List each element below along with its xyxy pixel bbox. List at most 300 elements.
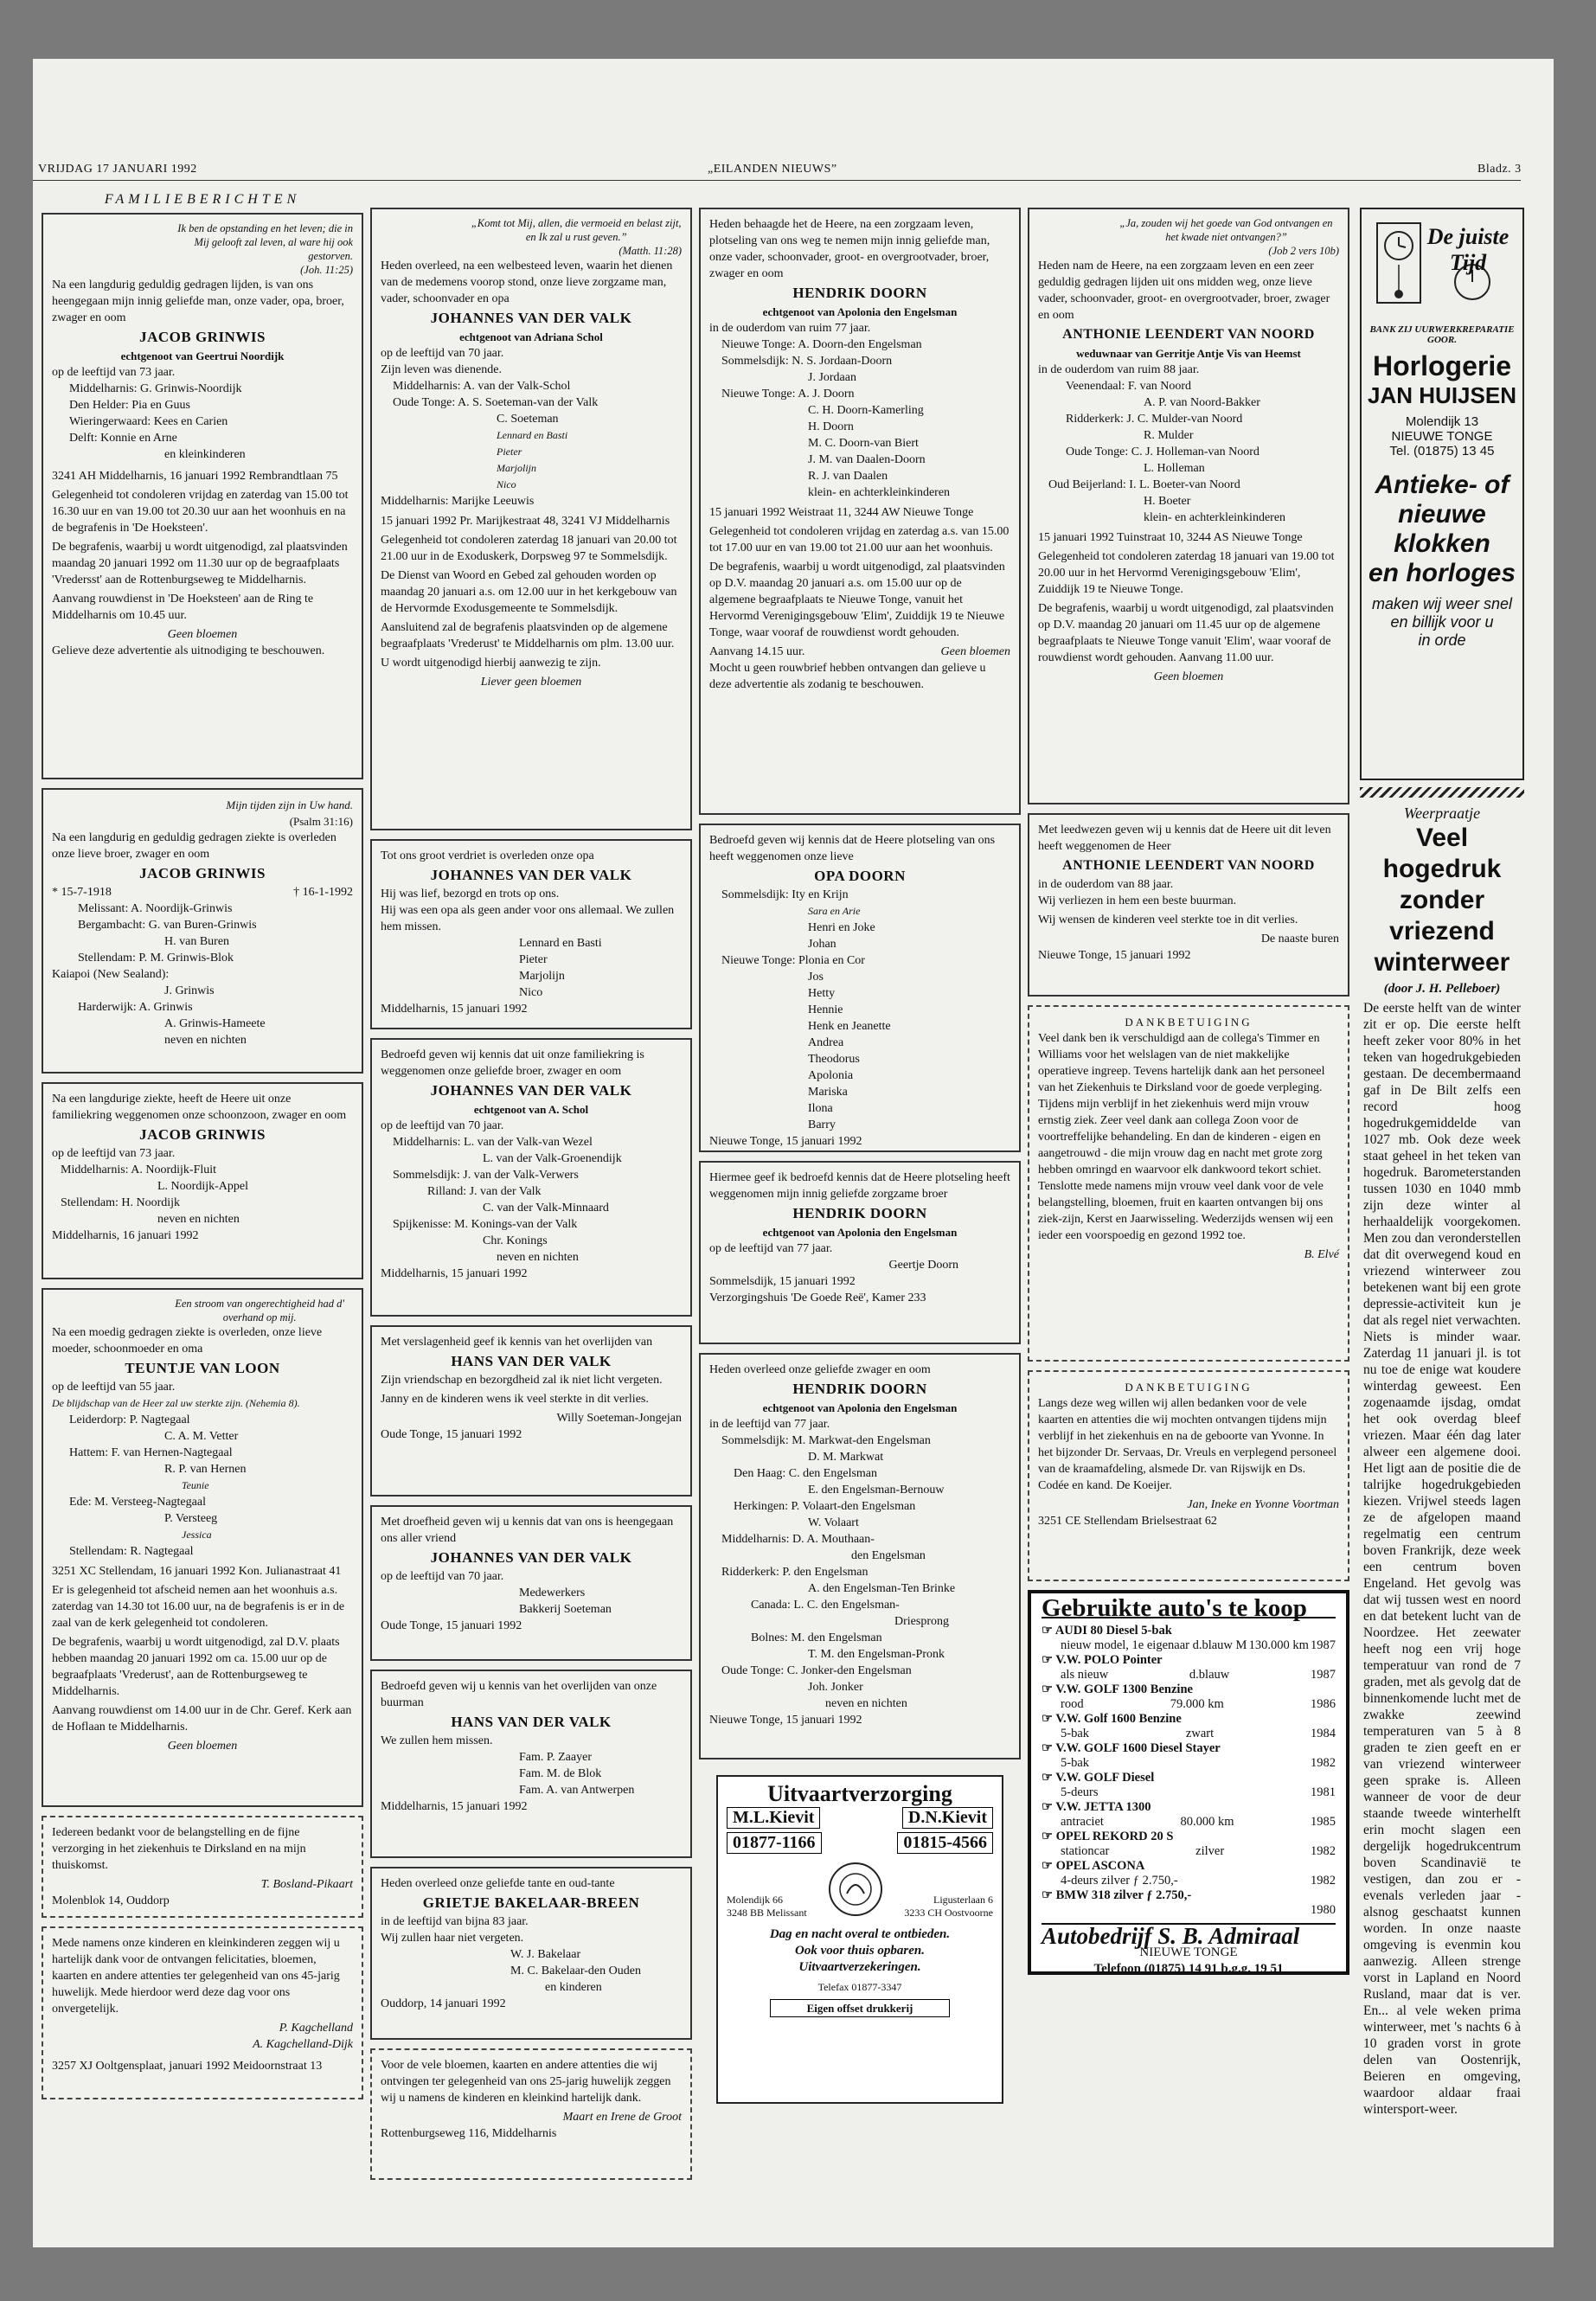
relative-line: Middelharnis: Marijke Leeuwis <box>381 495 535 508</box>
car-desc: 4-deurs zilver ƒ 2.750,- <box>1061 1874 1178 1888</box>
section-title: FAMILIEBERICHTEN <box>104 192 301 207</box>
relative-line: H. Doorn <box>808 420 854 433</box>
intro-text: Na een langdurig geduldig gedragen lijden, is van ons heengegaan mijn innig geliefde man, onze vader, opa, broer, zwager en oom <box>52 279 344 324</box>
horlogerie-advertisement <box>1360 208 1524 780</box>
relative-line: Jessica <box>182 1529 212 1541</box>
relative-line: Oude Tonge: C. Jonker-den Engelsman <box>721 1664 912 1677</box>
deceased-name: JACOB GRINWIS <box>139 865 266 881</box>
relative-line: Hetty <box>808 987 836 1000</box>
bible-quote: Een stroom van ongerechtigheid had d' overhand op mij. <box>175 1298 345 1324</box>
thanks-text: Iedereen bedankt voor de belangstelling en de fijne verzorging in het ziekenhuis te Dirksland en na mijn thuiskomst. <box>52 1826 306 1872</box>
relative-line: Bergambacht: G. van Buren-Grinwis <box>78 919 257 932</box>
relative-line: Middelharnis: D. A. Mouthaan- <box>721 1533 875 1546</box>
relative-line: Oude Tonge: C. J. Holleman-van Noord <box>1066 445 1259 458</box>
relative-line: R. J. van Daalen <box>808 470 888 483</box>
car-desc: rood <box>1061 1697 1084 1711</box>
relative-line: L. Noordijk-Appel <box>157 1180 248 1193</box>
signature: Pieter <box>519 953 548 966</box>
signature: De naaste buren <box>1260 933 1339 945</box>
relative-line: Driesprong <box>894 1615 949 1628</box>
car-details <box>1042 1727 1336 1741</box>
car-desc: 5-deurs <box>1061 1785 1099 1799</box>
spouse-line: echtgenoot van Apolonia den Engelsman <box>762 1401 958 1414</box>
obituary-hendrik-doorn-sister <box>699 1161 1021 1344</box>
relative-line: Leiderdorp: P. Nagtegaal <box>69 1413 190 1426</box>
signature: A. Kagchelland-Dijk <box>253 2038 353 2051</box>
thanks-text: Langs deze weg willen wij allen bedanken voor de vele kaarten en attenties die wij mochten ontvangen tijdens mijn verblijf in het ziekenhuis en na de geboorte van Yvonne. In het bijzonder Dr. Servaas, Dr. Vreuls en verplegend personeel van de kraamafdeling, alsmede Dr. van Rijswijk en Ds. Codée en kand. De Koeijer. <box>1038 1397 1337 1492</box>
name-label: M.L.Kievit <box>727 1807 820 1829</box>
place-date: Oude Tonge, 15 januari 1992 <box>381 1619 522 1632</box>
place-date: Middelharnis, 15 januari 1992 <box>381 1003 528 1016</box>
age-line: op de leeftijd van 70 jaar. <box>381 1119 504 1132</box>
relative-line: klein- en achterkleinkinderen <box>808 486 951 499</box>
service-text: Aanvang rouwdienst in 'De Hoeksteen' aan de Ring te Middelharnis om 10.45 uur. <box>52 593 314 622</box>
deceased-name: HENDRIK DOORN <box>792 1381 927 1397</box>
relative-line: Sara en Arie <box>808 905 861 917</box>
car-km: d.blauw <box>1189 1668 1230 1682</box>
relative-line: Stellendam: P. M. Grinwis-Blok <box>78 952 234 965</box>
relative-line: Ilona <box>808 1102 833 1115</box>
header-rule <box>33 180 1521 181</box>
relative-line: C. Soeteman <box>497 413 559 426</box>
signature: Nico <box>519 986 543 999</box>
intro-text: Hiermee geef ik bedroefd kennis dat de Heere plotseling heeft weggenomen mijn innig geliefde zorgzame broer <box>709 1171 1010 1201</box>
memory-text: Hij was lief, bezorgd en trots op ons. <box>381 888 560 901</box>
car-model: ☞ V.W. POLO Pointer <box>1042 1653 1163 1667</box>
spouse-line: echtgenoot van Apolonia den Engelsman <box>762 1226 958 1239</box>
obituary-johannes-family <box>370 1038 692 1317</box>
age-line: op de leeftijd van 73 jaar. <box>52 366 176 379</box>
car-year: 1980 <box>1311 1903 1336 1917</box>
intro-text: Heden nam de Heere, na een zorgzaam leven en een zeer geduldig gedragen lijden uit ons midden weg, onze lieve vader, schoonvader, groot- en overgrootvader, broer, zwager en oom <box>1038 260 1330 322</box>
relative-line: E. den Engelsman-Bernouw <box>808 1484 945 1497</box>
relative-line: Harderwijk: A. Grinwis <box>78 1001 193 1014</box>
car-year: 1982 <box>1310 1756 1336 1770</box>
car-details <box>1042 1785 1336 1800</box>
relative-line: Henri en Joke <box>808 921 875 934</box>
signature: M. C. Bakelaar-den Ouden <box>510 1965 641 1977</box>
car-desc: als nieuw <box>1061 1668 1109 1682</box>
relative-line: R. P. van Hernen <box>164 1463 247 1476</box>
place-date: Nieuwe Tonge, 15 januari 1992 <box>709 1714 862 1727</box>
car-model: ☞ V.W. GOLF 1600 Diesel Stayer <box>1042 1741 1221 1755</box>
funeral-text: Aansluitend zal de begrafenis plaatsvinden op de algemene begraafplaats 'Vrederust' te Middelharnis om plm. 13.00 uur. <box>381 621 675 651</box>
relative-line: Joh. Jonker <box>808 1681 863 1694</box>
shop-town: NIEUWE TONGE <box>1391 429 1493 444</box>
car-details <box>1042 1668 1336 1682</box>
car-row <box>1042 1682 1336 1712</box>
relative-line: neven en nichten <box>497 1251 579 1264</box>
relative-line: Sommelsdijk: J. van der Valk-Verwers <box>393 1169 579 1182</box>
deceased-name: ANTHONIE LEENDERT VAN NOORD <box>1062 327 1315 342</box>
relative-line: neven en nichten <box>157 1213 240 1226</box>
relative-line: Nieuwe Tonge: A. Doorn-den Engelsman <box>721 338 922 351</box>
signature: Fam. A. van Antwerpen <box>519 1784 635 1797</box>
obituary-johannes-van-der-valk-1 <box>370 208 692 830</box>
relative-line: Johan <box>808 938 836 951</box>
phone-label: 01877-1166 <box>727 1832 822 1854</box>
relative-line: Kaiapoi (New Sealand): <box>52 968 170 981</box>
intro-text: Heden overleed onze geliefde zwager en oom <box>709 1363 931 1376</box>
car-row <box>1042 1712 1336 1741</box>
car-km: 80.000 km <box>1180 1815 1234 1829</box>
relative-line: Sommelsdijk: N. S. Jordaan-Doorn <box>721 355 893 368</box>
address-line: 15 januari 1992 Pr. Marijkestraat 48, 3241 VJ Middelharnis <box>381 515 670 528</box>
ad-text: en billijk voor u <box>1390 613 1494 631</box>
place-date: Middelharnis, 15 januari 1992 <box>381 1800 528 1813</box>
relative-line: Den Haag: C. den Engelsman <box>734 1467 878 1480</box>
uitvaart-advertisement <box>716 1775 1003 2104</box>
car-km: zwart <box>1185 1727 1215 1740</box>
deceased-name: JACOB GRINWIS <box>139 1126 266 1143</box>
header-date: VRIJDAG 17 JANUARI 1992 <box>38 163 197 176</box>
ad-headline: Antieke- of <box>1375 471 1509 499</box>
deceased-name: GRIETJE BAKELAAR-BREEN <box>422 1894 640 1911</box>
car-model: ☞ V.W. Golf 1600 Benzine <box>1042 1712 1182 1726</box>
weather-column <box>1360 804 1524 2118</box>
relative-line: J. M. van Daalen-Doorn <box>808 453 926 466</box>
address-line: Rottenburgseweg 116, Middelharnis <box>381 2127 557 2140</box>
relative-line: W. Volaart <box>808 1516 859 1529</box>
weather-headline: zonder vriezend <box>1389 886 1495 945</box>
bible-ref: (Joh. 11:25) <box>300 264 353 276</box>
invite-text: U wordt uitgenodigd hierbij aanwezig te zijn. <box>381 657 601 670</box>
car-desc: 5-bak <box>1061 1727 1090 1740</box>
address-line: 3251 XC Stellendam, 16 januari 1992 Kon. Julianastraat 41 <box>52 1565 342 1578</box>
relative-line: H. Boeter <box>1144 495 1191 508</box>
spouse-line: echtgenoot van Apolonia den Engelsman <box>762 305 958 318</box>
relative-line: Oud Beijerland: I. L. Boeter-van Noord <box>1048 478 1240 491</box>
slogan-line: Dag en nacht overal te ontbieden. <box>769 1927 951 1941</box>
obituary-jacob-grinwis-3 <box>42 1082 363 1279</box>
bible-quote: „Komt tot Mij, allen, die vermoeid en belast zijt, en Ik zal u rust geven.” <box>471 217 682 243</box>
age-line: in de ouderdom van 88 jaar. <box>1038 878 1174 891</box>
weather-headline: winterweer <box>1374 948 1510 977</box>
relative-line: Mariska <box>808 1086 848 1099</box>
relative-line: Hattem: F. van Hernen-Nagtegaal <box>69 1446 233 1459</box>
relative-line: Jos <box>808 971 824 984</box>
thanks-elve <box>1028 1005 1349 1362</box>
intro-text: Heden overleed, na een welbesteed leven, waarin het dienen van de medemens voorop stond, onze lieve zorgzame man, vader, schoonvader en opa <box>381 260 673 305</box>
shop-owner: JAN HUIJSEN <box>1368 382 1516 408</box>
column-4 <box>1028 208 1349 1984</box>
memory-text: Zijn vriendschap en bezorgdheid zal ik niet licht vergeten. <box>381 1374 663 1387</box>
death-date: † 16-1-1992 <box>293 886 353 899</box>
relative-line: R. Mulder <box>1144 429 1194 442</box>
signature: en kinderen <box>545 1981 602 1994</box>
thanks-voortman <box>1028 1370 1349 1581</box>
relative-line: Bolnes: M. den Engelsman <box>751 1631 882 1644</box>
relative-line: Marjolijn <box>497 462 537 474</box>
relative-line: Stellendam: R. Nagtegaal <box>69 1545 194 1558</box>
car-row <box>1042 1800 1336 1830</box>
memory-text: Wij zullen haar niet vergeten. <box>381 1932 524 1945</box>
bible-ref: (Psalm 31:16) <box>289 815 353 828</box>
car-year: 1987 <box>1310 1638 1336 1652</box>
ad-title: Uitvaartverzorging <box>767 1781 952 1806</box>
weather-headline: Veel hogedruk <box>1382 824 1502 883</box>
deceased-name: JOHANNES VAN DER VALK <box>430 1549 632 1566</box>
column-2 <box>370 208 692 2189</box>
place-date: Ouddorp, 14 januari 1992 <box>381 1997 506 2010</box>
relative-line: H. van Buren <box>164 935 230 948</box>
relative-line: Apolonia <box>808 1069 854 1082</box>
life-line: Zijn leven was dienende. <box>381 363 502 376</box>
car-details <box>1042 1756 1336 1771</box>
car-row <box>1042 1830 1336 1859</box>
thanks-title: DANKBETUIGING <box>1125 1016 1253 1029</box>
car-year: 1987 <box>1310 1668 1336 1682</box>
address-line: 15 januari 1992 Tuinstraat 10, 3244 AS Nieuwe Tonge <box>1038 531 1303 544</box>
address-line: 3257 XJ Ooltgensplaat, januari 1992 Meidoornstraat 13 <box>52 2060 323 2073</box>
service-text: De Dienst van Woord en Gebed zal gehouden worden op maandag 20 januari a.s. om 12.00 uur in het kerkgebouw van de Hervormde Exodusgemeente te Sommelsdijk. <box>381 569 677 615</box>
car-model: ☞ BMW 318 zilver ƒ 2.750,- <box>1042 1888 1192 1902</box>
place-date: Oude Tonge, 15 januari 1992 <box>381 1428 522 1441</box>
flowers-note: Liever geen bloemen <box>480 676 582 689</box>
car-details <box>1042 1815 1336 1830</box>
ad-headline: nieuwe klokken <box>1394 500 1490 558</box>
column-5 <box>1360 208 1524 2118</box>
bible-quote: Ik ben de opstanding en het leven; die in Mij gelooft zal leven, al ware hij ook gestorven. <box>177 222 353 262</box>
relative-line: Andrea <box>808 1036 844 1049</box>
verse-line: De blijdschap van de Heer zal uw sterkte zijn. (Nehemia 8). <box>52 1397 300 1409</box>
age-line: op de leeftijd van 73 jaar. <box>52 1147 176 1160</box>
place-date: Nieuwe Tonge, 15 januari 1992 <box>1038 949 1191 962</box>
header-page: Bladz. 3 <box>1477 163 1522 176</box>
car-details <box>1042 1844 1336 1859</box>
car-row <box>1042 1771 1336 1800</box>
bible-ref: (Job 2 vers 10b) <box>1268 245 1339 257</box>
closing-text: Mocht u geen rouwbrief hebben ontvangen dan gelieve u deze advertentie als zodanig te beschouwen. <box>709 662 986 691</box>
obituary-hans-buurman <box>370 1670 692 1858</box>
column-3 <box>699 208 1021 2104</box>
car-row <box>1042 1653 1336 1682</box>
header-paper: „EILANDEN NIEUWS” <box>708 163 837 176</box>
car-model: ☞ AUDI 80 Diesel 5-bak <box>1042 1624 1172 1638</box>
slogan-line: Ook voor thuis opbaren. <box>794 1944 926 1958</box>
weather-text: De eerste helft van de winter zit er op. Die eerste helft heeft zeker voor 80% in het teken van hogedrukgebieden gestaan. De decembermaand gaf in De Bilt zelfs een record hoog hogedrukgemiddelde van 1027 mb. Ook deze week staat geheel in het teken van hogedruk. Barometerstanden tussen 1030 en 1040 mmb zijn deze winter al herhaaldelijk voorgekomen. Men zou dan veronderstellen dat dit overwegend koud en vriezend winterweer zou betekenen want bij een grote depressie-activiteit kun je dat als regel niet verwachten. Niets is minder waar. Zaterdag 11 januari jl. is tot nu toe de enige wat koudere winterdag geweest. Een zogenaamde ijsdag, omdat het ook overdag bleef vriezen. Maar één dag later alweer een algemene dooi. Het ligt aan de positie die de talrijke hogedrukgebieden kiezen. Vrijwel steeds lagen ze de afgelopen maand regelmatig een centrum boven Frankrijk, deze week een centrum boven Engeland. Het gevolg was dat wij tussen west en noord en dat betekent lucht van de Noordzee. Het zeewater heeft nog een vrij hoge temperatuur van rond de 7 graden, met als gevolg dat de binnenkomende lucht met de zwakke zeewind temperaturen van 5 à 8 graden te zien geeft en er van vriezend winterweer geen sprake is. Alleen wanneer de voor de deur staande tweede winterhelft erin mocht slagen een dergelijk hogedrukcentrum boven Scandinavië te vestigen, dan zou er - evenals verleden jaar - alsnog geschaatst kunnen worden. In onze naaste omgeving is evenmin kou aanwezig. Alleen strenge vorst in Lapland en Noord Rusland, maar dat is ver. En... al vele weken prima winterweer, met 's nachts 6 à 10 graden vorst in grote delen van Oostenrijk, Beieren en omgeving, waardoor aldaar fraai wintersport-weer. <box>1363 1001 1521 2117</box>
thanks-bosland <box>42 1816 363 1918</box>
bible-quote: „Ja, zouden wij het goede van God ontvangen en het kwade niet ontvangen?” <box>1119 217 1333 243</box>
intro-text: Met leedwezen geven wij u kennis dat de Heere uit dit leven heeft weggenomen de Heer <box>1038 824 1331 853</box>
relative-line: J. Jordaan <box>808 371 856 384</box>
relative-line: Ridderkerk: P. den Engelsman <box>721 1566 869 1579</box>
relative-line: Den Helder: Pia en Guus <box>69 399 190 412</box>
age-line: op de leeftijd van 70 jaar. <box>381 1570 504 1583</box>
newspaper-page <box>33 59 1554 2247</box>
relative-line: Theodorus <box>808 1053 860 1066</box>
relative-line: D. M. Markwat <box>808 1451 884 1464</box>
signature: Fam. P. Zaayer <box>519 1751 592 1764</box>
intro-text: Na een langdurige ziekte, heeft de Heere uit onze familiekring weggenomen onze schoonzoon, zwager en oom <box>52 1093 347 1122</box>
relative-line: M. C. Doorn-van Biert <box>808 437 919 450</box>
bible-ref: (Matth. 11:28) <box>619 245 682 257</box>
place-date: Sommelsdijk, 15 januari 1992 <box>709 1275 856 1288</box>
relative-line: Pieter <box>497 445 522 458</box>
column-1 <box>42 189 363 2108</box>
relative-line: Middelharnis: A. van der Valk-Schol <box>393 380 571 393</box>
ad-text: in orde <box>1418 631 1466 649</box>
car-model: ☞ OPEL ASCONA <box>1042 1859 1145 1873</box>
address-line: Molenblok 14, Ouddorp <box>52 1894 170 1907</box>
deceased-name: HENDRIK DOORN <box>792 1205 927 1221</box>
intro-text: Heden overleed onze geliefde tante en oud-tante <box>381 1877 615 1890</box>
address-line: 3233 CH Oostvoorne <box>904 1907 993 1919</box>
obituary-anthonie-buren <box>1028 813 1349 997</box>
memory-text: We zullen hem missen. <box>381 1734 493 1747</box>
relative-line: Delft: Konnie en Arne <box>69 432 177 445</box>
car-details <box>1042 1638 1336 1653</box>
spouse-line: echtgenoot van Geertrui Noordijk <box>120 349 285 362</box>
funeral-text: De begrafenis, waarbij u wordt uitgenodigd, zal plaatsvinden op D.V. maandag 20 januari a.s. om 15.00 uur op de algemene begraafplaats te Nieuwe Tonge, vanuit het Hervormd Verenigingsgebouw 'Elim', Zuiddijk 19 te Nieuwe Tonge, waar vooraf de rouwdienst wordt gehouden. <box>709 561 1005 639</box>
weather-author: (door J. H. Pelleboer) <box>1383 982 1501 996</box>
car-desc: stationcar <box>1061 1844 1110 1858</box>
obituary-hendrik-doorn-family <box>699 1353 1021 1759</box>
relative-line: Chr. Konings <box>483 1234 548 1247</box>
thanks-de-groot <box>370 2048 692 2180</box>
zigzag-divider <box>1360 787 1524 798</box>
relative-line: C. van der Valk-Minnaard <box>483 1202 609 1215</box>
spouse-line: echtgenoot van Adriana Schol <box>459 330 603 343</box>
car-model: ☞ V.W. JETTA 1300 <box>1042 1800 1151 1814</box>
deceased-name: JOHANNES VAN DER VALK <box>430 867 632 883</box>
signature: Bakkerij Soeteman <box>519 1603 612 1616</box>
signature: Jan, Ineke en Yvonne Voortman <box>1187 1498 1339 1511</box>
intro-text: Bedroefd geven wij kennis dat de Heere plotseling van ons heeft weggenomen onze lieve <box>709 834 996 863</box>
phone-label: 01815-4566 <box>897 1832 993 1854</box>
memory-text: Hij was een opa als geen ander voor ons allemaal. We zullen hem missen. <box>381 904 675 933</box>
car-year: 1984 <box>1311 1727 1336 1740</box>
condolence-text: Gelegenheid tot condoleren vrijdag en zaterdag a.s. van 15.00 tot 17.00 uur en van 19.00 tot 21.00 uur aan het woonhuis. <box>709 525 1010 554</box>
relative-line: Lennard en Basti <box>497 429 568 441</box>
signature: Willy Soeteman-Jongejan <box>556 1412 682 1425</box>
relative-line: Middelharnis: L. van der Valk-van Wezel <box>393 1136 593 1149</box>
memory-text: Janny en de kinderen wens ik veel sterkte in dit verlies. <box>381 1393 649 1406</box>
car-row <box>1042 1741 1336 1771</box>
signature: Lennard en Basti <box>519 937 602 950</box>
relative-line: Henk en Jeanette <box>808 1020 891 1033</box>
relative-line: en kleinkinderen <box>164 448 246 461</box>
relative-line: Melissant: A. Noordijk-Grinwis <box>78 902 233 915</box>
funeral-text: De begrafenis, waarbij u wordt uitgenodigd, zal plaatsvinden maandag 20 januari 1992 om 11.30 uur op de begraafplaats 'Vredersst' aan de Rottenburgseweg te Middelharnis. <box>52 541 348 586</box>
relative-line: J. Grinwis <box>164 984 215 997</box>
car-year: 1982 <box>1310 1874 1336 1888</box>
relative-line: Nieuwe Tonge: Plonia en Cor <box>721 954 865 967</box>
relative-line: Nieuwe Tonge: A. J. Doorn <box>721 388 855 401</box>
deceased-name: TEUNTJE VAN LOON <box>125 1360 280 1376</box>
logo-text: De juiste Tijd <box>1426 224 1509 275</box>
intro-text: Met droefheid geven wij u kennis dat van ons is heengegaan ons aller vriend <box>381 1516 674 1545</box>
relative-line: T. M. den Engelsman-Pronk <box>808 1648 945 1661</box>
relative-line: Middelharnis: A. Noordijk-Fluit <box>61 1163 217 1176</box>
relative-line: Sommelsdijk: M. Markwat-den Engelsman <box>721 1434 931 1447</box>
obituary-hendrik-doorn-1 <box>699 208 1021 815</box>
car-km: zilver <box>1195 1844 1225 1858</box>
relative-line: klein- en achterkleinkinderen <box>1144 511 1286 524</box>
thanks-text: Voor de vele bloemen, kaarten en andere attenties die wij ontvingen ter gelegenheid van ons 25-jarig huwelijk zeggen wij u namens de kinderen en kleinkind hartelijk dank. <box>381 2059 671 2105</box>
service-text: Aanvang rouwdienst om 14.00 uur in de Chr. Geref. Kerk aan de Hoflaan te Middelharnis. <box>52 1704 352 1734</box>
signature: Geertje Doorn <box>888 1259 958 1272</box>
relative-line: den Engelsman <box>851 1549 926 1562</box>
condolence-text: Gelegenheid tot condoleren vrijdag en zaterdag van 15.00 tot 16.30 uur en van 19.00 tot 20.30 uur aan het woonhuis en na de begrafenis in 'De Hoeksteen'. <box>52 489 349 535</box>
car-row <box>1042 1624 1336 1653</box>
flowers-note: Geen bloemen <box>1153 670 1224 683</box>
relative-line: Herkingen: P. Volaart-den Engelsman <box>734 1500 916 1513</box>
car-desc: 5-bak <box>1061 1756 1090 1770</box>
address-line: 3241 AH Middelharnis, 16 januari 1992 Rembrandtlaan 75 <box>52 470 338 483</box>
relative-line: Barry <box>808 1118 836 1131</box>
relative-line: C. H. Doorn-Kamerling <box>808 404 924 417</box>
deceased-name: HANS VAN DER VALK <box>451 1353 612 1369</box>
obituary-johannes-opa <box>370 839 692 1029</box>
place-date: Middelharnis, 15 januari 1992 <box>381 1267 528 1280</box>
signature: Fam. M. de Blok <box>519 1767 602 1780</box>
relative-line: Sommelsdijk: Ity en Krijn <box>721 888 849 901</box>
address-line: Ligusterlaan 6 <box>933 1894 993 1906</box>
condolence-text: Gelegenheid tot condoleren zaterdag 18 januari van 19.00 tot 20.00 uur in het Hervormd Verenigingsgebouw 'Elim', Zuiddijk 19 te Nieuwe Tonge. <box>1038 550 1335 596</box>
relative-line: Ede: M. Versteeg-Nagtegaal <box>69 1496 206 1509</box>
thanks-title: DANKBETUIGING <box>1125 1381 1253 1394</box>
place-date: Nieuwe Tonge, 15 januari 1992 <box>709 1135 862 1148</box>
relative-line: Spijkenisse: M. Konings-van der Valk <box>393 1218 578 1231</box>
obituary-hans-van-der-valk-1 <box>370 1325 692 1497</box>
relative-line: Rilland: J. van der Valk <box>427 1185 542 1198</box>
flowers-note: Geen bloemen <box>167 1740 238 1753</box>
car-desc: antraciet <box>1061 1815 1104 1829</box>
intro-text: Na een moedig gedragen ziekte is overleden, onze lieve moeder, schoonmoeder en oma <box>52 1326 323 1356</box>
thanks-text: Mede namens onze kinderen en kleinkinderen zeggen wij u hartelijk dank voor de ontvangen felicitaties, bloemen, kaarten en andere attenties ter gelegenheid van ons 45-jarig huwelijk. Mede hierdoor werd deze dag voor ons onvergetelijk. <box>52 1937 340 2016</box>
car-details <box>1042 1697 1336 1712</box>
relative-line: Middelharnis: G. Grinwis-Noordijk <box>69 382 242 395</box>
address-line: 3248 BB Melissant <box>727 1907 807 1919</box>
dealer-phone: Telefoon (01875) 14 91 b.g.g. 19 51 <box>1093 1962 1284 1976</box>
condolence-text: Gelegenheid tot condoleren zaterdag 18 januari van 20.00 tot 21.00 uur in de Exoduskerk, Dorpsweg 97 te Sommelsdijk. <box>381 534 677 563</box>
car-km: 130.000 km <box>1248 1638 1309 1652</box>
relative-line: Ridderkerk: J. C. Mulder-van Noord <box>1066 413 1243 426</box>
obituary-jacob-grinwis-1 <box>42 213 363 779</box>
thanks-kagchelland <box>42 1926 363 2099</box>
relative-line: L. Holleman <box>1144 462 1205 475</box>
ad-headline: en horloges <box>1368 559 1516 587</box>
signature: Marjolijn <box>519 970 565 983</box>
flowers-note: Geen bloemen <box>940 645 1010 658</box>
intro-text: Heden behaagde het de Heere, na een zorgzaam leven, plotseling van ons weg te nemen mijn innig geliefde man, onze vader, schoonvader, groot- en overgrootvader, broer, zwager en oom <box>709 218 990 280</box>
car-year: 1986 <box>1311 1697 1336 1711</box>
age-line: op de leeftijd van 55 jaar. <box>52 1381 176 1394</box>
bible-quote: Mijn tijden zijn in Uw hand. <box>226 798 353 811</box>
intro-text: Na een langdurig en geduldig gedragen ziekte is overleden onze lieve broer, zwager en oom <box>52 831 337 861</box>
deceased-name: JOHANNES VAN DER VALK <box>430 310 632 326</box>
shop-phone: Tel. (01875) 13 45 <box>1389 444 1495 458</box>
age-line: op de leeftijd van 70 jaar. <box>381 347 504 360</box>
fax-line: Telefax 01877-3347 <box>817 1981 902 1993</box>
relative-line: A. Grinwis-Hameete <box>164 1017 266 1030</box>
intro-text: Bedroefd geven wij u kennis van het overlijden van onze buurman <box>381 1680 657 1709</box>
memory-text: Wij wensen de kinderen veel sterkte toe in dit verlies. <box>1038 913 1298 926</box>
relative-line: Canada: L. C. den Engelsman- <box>751 1599 900 1612</box>
dealer-name: Autobedrijf S. B. Admiraal <box>1042 1923 1336 1945</box>
signature: B. Elvé <box>1304 1248 1339 1261</box>
slogan-line: Uitvaartverzekeringen. <box>798 1960 921 1974</box>
relative-line: Veenendaal: F. van Noord <box>1066 380 1192 393</box>
intro-text: Met verslagenheid geef ik kennis van het overlijden van <box>381 1336 653 1349</box>
name-label: D.N.Kievit <box>902 1807 993 1829</box>
obituary-anthonie-van-noord-1 <box>1028 208 1349 804</box>
age-line: in de ouderdom van ruim 88 jaar. <box>1038 363 1200 376</box>
emblem-icon <box>825 1859 886 1920</box>
relative-line: C. A. M. Vetter <box>164 1430 239 1443</box>
used-cars-advertisement <box>1028 1590 1349 1975</box>
